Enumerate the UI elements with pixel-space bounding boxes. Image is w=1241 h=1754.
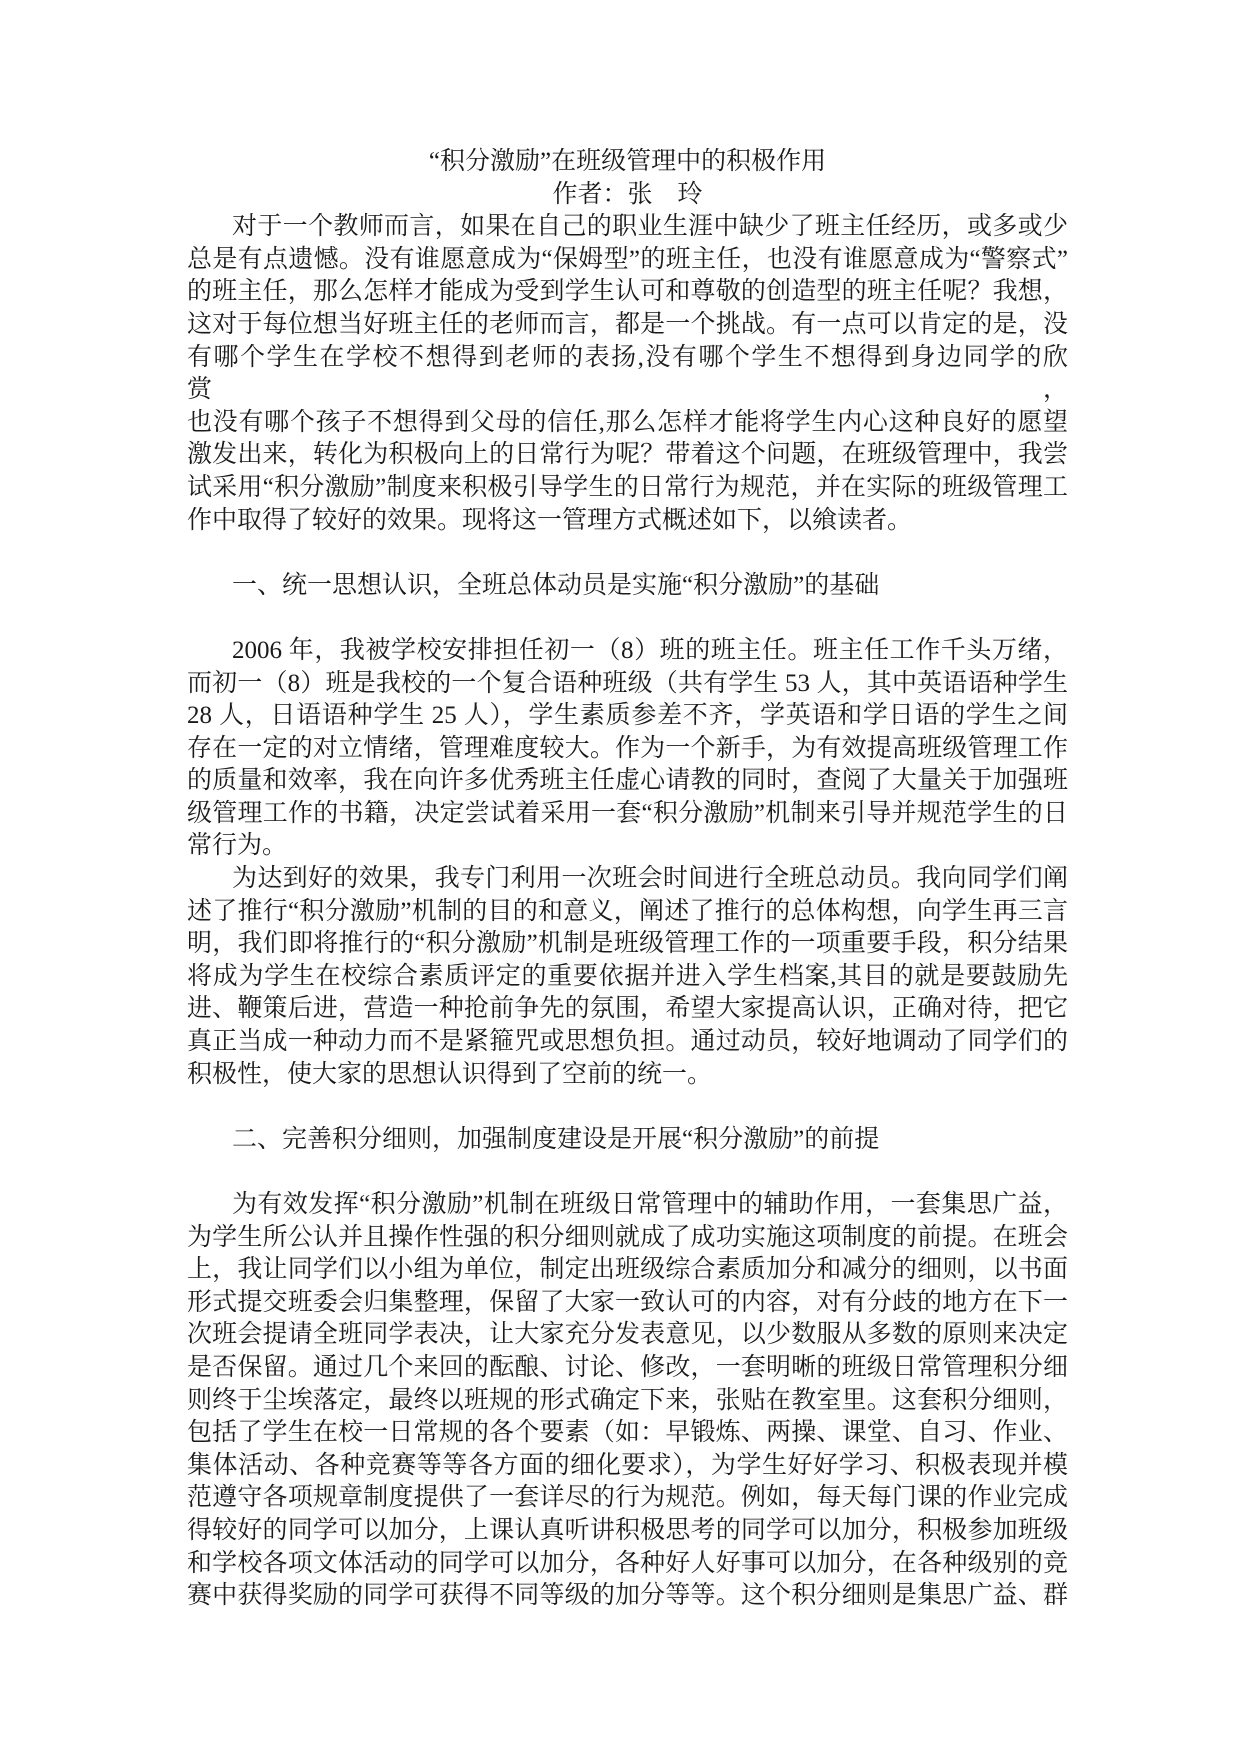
text-line: 上，我让同学们以小组为单位，制定出班级综合素质加分和减分的细则，以书面 (187, 1256, 1068, 1284)
text-line: 这对于每位想当好班主任的老师而言，都是一个挑战。有一点可以肯定的是，没 (187, 310, 1068, 338)
section-heading: 一、统一思想认识，全班总体动员是实施“积分激励”的基础 (232, 571, 880, 599)
document-body (187, 211, 1068, 1613)
text-line: 将成为学生在校综合素质评定的重要依据并进入学生档案,其目的就是要鼓励先 (187, 962, 1068, 990)
text-line: 总是有点遗憾。没有谁愿意成为“保姆型”的班主任，也没有谁愿意成为“警察式” (187, 245, 1068, 273)
text-line: 级管理工作的书籍，决定尝试着采用一套“积分激励”机制来引导并规范学生的日 (187, 799, 1068, 827)
text-line: 述了推行“积分激励”机制的目的和意义，阐述了推行的总体构想，向学生再三言 (187, 897, 1068, 925)
blank-line (187, 602, 1068, 635)
text-line: 是否保留。通过几个来回的酝酿、讨论、修改，一套明晰的班级日常管理积分细 (187, 1353, 1068, 1381)
text-line: 得较好的同学可以加分，上课认真听讲积极思考的同学可以加分，积极参加班级 (187, 1516, 1068, 1544)
text-line: 试采用“积分激励”制度来积极引导学生的日常行为规范，并在实际的班级管理工 (187, 473, 1068, 501)
text-line: 集体活动、各种竞赛等等各方面的细化要求），为学生好好学习、积极表现并模 (187, 1451, 1068, 1479)
text-line: 对于一个教师而言，如果在自己的职业生涯中缺少了班主任经历，或多或少 (232, 213, 1068, 241)
text-line: 明，我们即将推行的“积分激励”机制是班级管理工作的一项重要手段，积分结果 (187, 930, 1068, 958)
text-line: 作中取得了较好的效果。现将这一管理方式概述如下，以飨读者。 (187, 506, 913, 534)
text-line: 的班主任，那么怎样才能成为受到学生认可和尊敬的创造型的班主任呢？我想， (187, 278, 1068, 306)
text-line: 形式提交班委会归集整理，保留了大家一致认可的内容，对有分歧的地方在下一 (187, 1288, 1068, 1316)
document-content (187, 146, 1068, 1613)
text-line: 包括了学生在校一日常规的各个要素（如：早锻炼、两操、课堂、自习、作业、 (187, 1419, 1068, 1447)
text-line: 常行为。 (187, 832, 288, 860)
text-line: 和学校各项文体活动的同学可以加分，各种好人好事可以加分，在各种级别的竞 (187, 1549, 1068, 1577)
blank-line (187, 537, 1068, 570)
text-line: 2006 年，我被学校安排担任初一（8）班的班主任。班主任工作千头万绪， (232, 636, 1068, 664)
blank-line (187, 1091, 1068, 1124)
text-line: 范遵守各项规章制度提供了一套详尽的行为规范。例如，每天每门课的作业完成 (187, 1484, 1068, 1512)
text-line: 为学生所公认并且操作性强的积分细则就成了成功实施这项制度的前提。在班会 (187, 1223, 1068, 1251)
text-line: 进、鞭策后进，营造一种抢前争先的氛围，希望大家提高认识，正确对待，把它 (187, 995, 1068, 1023)
text-line: 的质量和效率，我在向许多优秀班主任虚心请教的同时，查阅了大量关于加强班 (187, 767, 1068, 795)
text-line: 28 人，日语语种学生 25 人），学生素质参差不齐，学英语和学日语的学生之间 (187, 702, 1068, 730)
document-author: 作者：张 玲 (552, 180, 703, 208)
blank-line (187, 1156, 1068, 1189)
text-line: 赛中获得奖励的同学可获得不同等级的加分等等。这个积分细则是集思广益、群 (187, 1582, 1068, 1610)
document-title: “积分激励”在班级管理中的积极作用 (428, 148, 827, 175)
text-line: 而初一（8）班是我校的一个复合语种班级（共有学生 53 人，其中英语语种学生 (187, 669, 1068, 697)
text-line: 则终于尘埃落定，最终以班规的形式确定下来，张贴在教室里。这套积分细则， (187, 1386, 1068, 1414)
text-line: 为达到好的效果，我专门利用一次班会时间进行全班总动员。我向同学们阐 (232, 865, 1068, 893)
text-line: 存在一定的对立情绪，管理难度较大。作为一个新手，为有效提高班级管理工作 (187, 734, 1068, 762)
section-heading: 二、完善积分细则，加强制度建设是开展“积分激励”的前提 (232, 1125, 880, 1153)
text-line: 有哪个学生在学校不想得到老师的表扬,没有哪个学生不想得到身边同学的欣赏， (187, 343, 1068, 404)
text-line: 也没有哪个孩子不想得到父母的信任,那么怎样才能将学生内心这种良好的愿望 (187, 408, 1068, 436)
text-line: 激发出来，转化为积极向上的日常行为呢？带着这个问题，在班级管理中，我尝 (187, 441, 1068, 469)
text-line: 次班会提请全班同学表决，让大家充分发表意见，以少数服从多数的原则来决定 (187, 1321, 1068, 1349)
text-line: 真正当成一种动力而不是紧箍咒或思想负担。通过动员，较好地调动了同学们的 (187, 1028, 1068, 1056)
text-line: 为有效发挥“积分激励”机制在班级日常管理中的辅助作用，一套集思广益， (232, 1191, 1068, 1218)
text-line: 积极性，使大家的思想认识得到了空前的统一。 (187, 1060, 713, 1088)
